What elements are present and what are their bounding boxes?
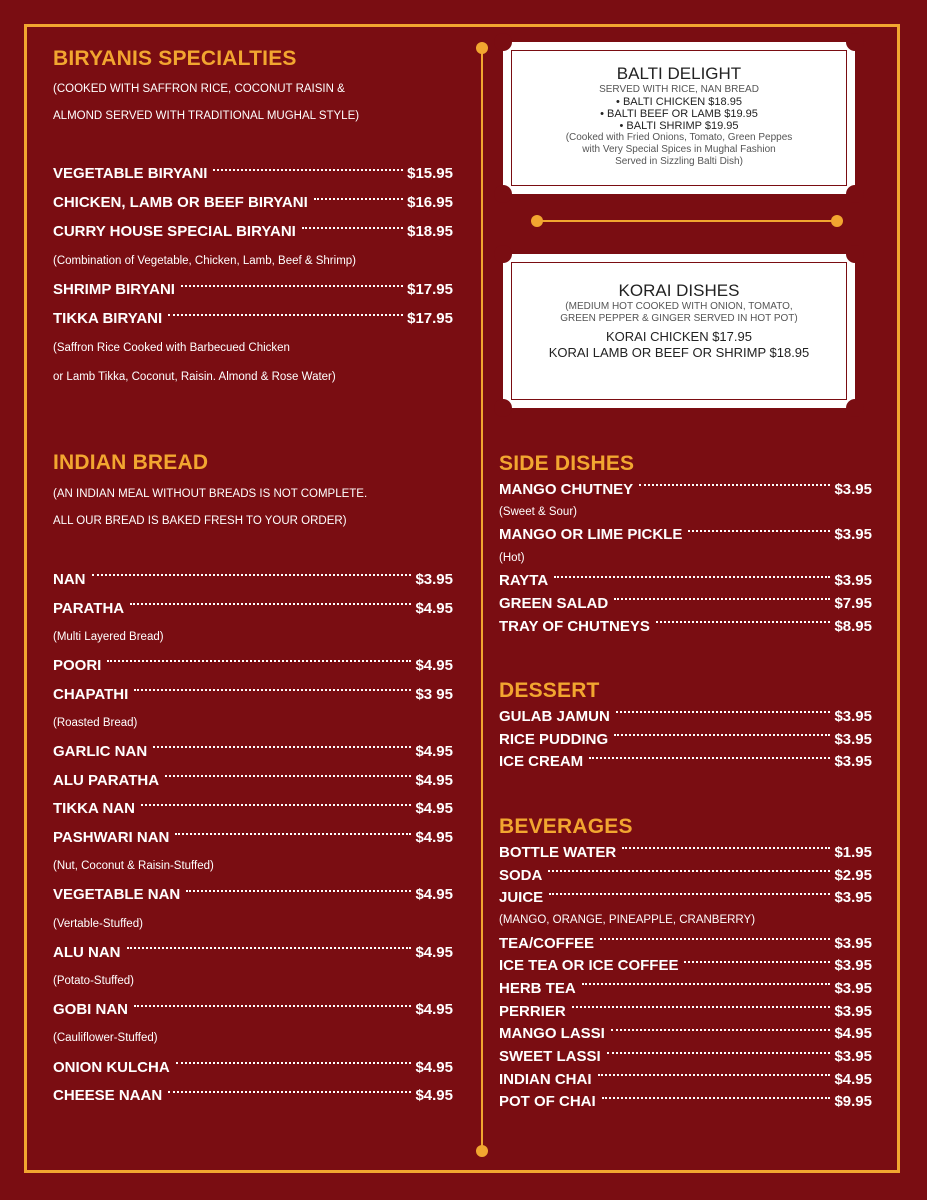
menu-item bbox=[53, 737, 453, 766]
item-price: $4.95 bbox=[415, 800, 453, 818]
menu-item bbox=[499, 864, 872, 887]
side-list bbox=[499, 478, 872, 638]
dot-leader bbox=[589, 757, 830, 759]
item-name: MANGO OR LIME PICKLE bbox=[499, 526, 683, 544]
menu-item bbox=[499, 478, 872, 501]
menu-item bbox=[53, 565, 453, 594]
item-price: $4.95 bbox=[415, 656, 453, 674]
item-price: $3.95 bbox=[834, 572, 872, 590]
menu-item bbox=[499, 524, 872, 547]
dot-leader bbox=[153, 746, 411, 748]
item-name: GOBI NAN bbox=[53, 1001, 128, 1019]
menu-item bbox=[53, 1081, 453, 1110]
dot-leader bbox=[572, 1006, 831, 1008]
menu-item bbox=[53, 680, 453, 709]
item-name: PERRIER bbox=[499, 1002, 566, 1020]
item-price: $3.95 bbox=[834, 707, 872, 725]
box-separator bbox=[540, 220, 836, 222]
item-price: $3.95 bbox=[834, 1002, 872, 1020]
item-name: MANGO LASSI bbox=[499, 1025, 605, 1043]
biryani-note-1: (COOKED WITH SAFFRON RICE, COCONUT RAISIN & bbox=[53, 83, 345, 95]
item-note: (Nut, Coconut & Raisin-Stuffed) bbox=[53, 860, 214, 873]
item-price: $4.95 bbox=[415, 886, 453, 904]
item-price: $7.95 bbox=[834, 594, 872, 612]
bread-note-2: ALL OUR BREAD IS BAKED FRESH TO YOUR ORDER) bbox=[53, 515, 347, 527]
item-name: CHICKEN, LAMB OR BEEF BIRYANI bbox=[53, 194, 308, 211]
item-name: ALU PARATHA bbox=[53, 771, 160, 789]
item-name: RAYTA bbox=[499, 572, 549, 590]
item-price: $3.95 bbox=[834, 753, 872, 771]
bread-list bbox=[53, 565, 453, 1110]
dot-leader bbox=[176, 1062, 412, 1064]
menu-item bbox=[499, 841, 872, 864]
item-name: CHEESE NAAN bbox=[53, 1087, 163, 1105]
dot-leader bbox=[134, 689, 411, 691]
menu-item bbox=[499, 1068, 872, 1091]
menu-item bbox=[499, 569, 872, 592]
balti-desc: (Cooked with Fried Onions, Tomato, Green Peppes bbox=[565, 132, 793, 143]
bread-title: INDIAN BREAD bbox=[53, 451, 209, 474]
menu-item bbox=[53, 881, 453, 910]
menu-item bbox=[499, 1091, 872, 1114]
dot-leader bbox=[582, 983, 831, 985]
menu-item bbox=[53, 795, 453, 824]
beverages-list bbox=[499, 841, 872, 1113]
balti-desc: with Very Special Spices in Mughal Fashion bbox=[582, 144, 776, 155]
bread-section bbox=[53, 451, 453, 1110]
menu-item bbox=[53, 275, 453, 304]
dot-leader bbox=[600, 938, 830, 940]
beverages-title: BEVERAGES bbox=[499, 815, 633, 838]
menu-item bbox=[53, 594, 453, 623]
korai-line: KORAI CHICKEN $17.95 bbox=[606, 329, 752, 344]
item-note: (Sweet & Sour) bbox=[499, 506, 577, 519]
separator-right-dot bbox=[831, 215, 843, 227]
menu-item bbox=[499, 751, 872, 774]
item-note: (Potato-Stuffed) bbox=[53, 974, 134, 987]
item-price: $4.95 bbox=[834, 1025, 872, 1043]
balti-title: BALTI DELIGHT bbox=[616, 64, 742, 83]
item-name: GREEN SALAD bbox=[499, 594, 609, 612]
item-name: VEGETABLE NAN bbox=[53, 886, 181, 904]
dot-leader bbox=[130, 603, 411, 605]
item-name: INDIAN CHAI bbox=[499, 1070, 592, 1088]
dot-leader bbox=[684, 961, 830, 963]
item-price: $9.95 bbox=[834, 1093, 872, 1111]
item-price: $4.95 bbox=[415, 742, 453, 760]
menu-item bbox=[53, 304, 453, 333]
item-price: $3.95 bbox=[834, 957, 872, 975]
item-note: (Roasted Bread) bbox=[53, 716, 138, 729]
menu-item bbox=[499, 592, 872, 615]
item-name: PARATHA bbox=[53, 599, 125, 617]
balti-box bbox=[503, 42, 855, 194]
dot-leader bbox=[639, 484, 830, 486]
menu-item bbox=[499, 1023, 872, 1046]
item-price: $17.95 bbox=[407, 281, 453, 298]
biryani-title: BIRYANIS SPECIALTIES bbox=[53, 47, 297, 70]
menu-item bbox=[499, 977, 872, 1000]
dot-leader bbox=[134, 1005, 411, 1007]
menu-item bbox=[53, 1053, 453, 1082]
item-name: NAN bbox=[53, 570, 86, 588]
menu-item bbox=[53, 217, 453, 246]
item-price: $17.95 bbox=[407, 310, 453, 327]
side-title: SIDE DISHES bbox=[499, 452, 635, 475]
item-price: $3.95 bbox=[834, 730, 872, 748]
side-section bbox=[499, 452, 872, 638]
menu-item bbox=[53, 766, 453, 795]
menu-item bbox=[53, 159, 453, 188]
dot-leader bbox=[181, 285, 403, 287]
menu-item bbox=[499, 1000, 872, 1023]
dot-leader bbox=[614, 734, 830, 736]
dot-leader bbox=[548, 870, 830, 872]
item-name: TIKKA BIRYANI bbox=[53, 310, 163, 327]
divider-top-dot bbox=[476, 42, 488, 54]
item-name: JUICE bbox=[499, 889, 544, 907]
item-name: ICE TEA OR ICE COFFEE bbox=[499, 957, 679, 975]
item-name: SWEET LASSI bbox=[499, 1048, 601, 1066]
balti-line: • BALTI SHRIMP $19.95 bbox=[619, 120, 739, 132]
menu-item bbox=[53, 938, 453, 967]
item-price: $3.95 bbox=[834, 526, 872, 544]
item-name: BOTTLE WATER bbox=[499, 843, 617, 861]
dot-leader bbox=[656, 621, 831, 623]
item-price: $3 95 bbox=[415, 685, 453, 703]
dot-leader bbox=[175, 833, 411, 835]
dot-leader bbox=[213, 169, 403, 171]
item-price: $3.95 bbox=[834, 979, 872, 997]
item-price: $4.95 bbox=[415, 1001, 453, 1019]
biryani-note-2: ALMOND SERVED WITH TRADITIONAL MUGHAL STYLE) bbox=[53, 110, 360, 122]
dessert-list bbox=[499, 705, 872, 773]
item-note: or Lamb Tikka, Coconut, Raisin. Almond & Rose Water) bbox=[53, 370, 336, 383]
item-note: (Vertable-Stuffed) bbox=[53, 917, 143, 930]
item-price: $18.95 bbox=[407, 223, 453, 240]
item-name: HERB TEA bbox=[499, 979, 576, 997]
item-price: $2.95 bbox=[834, 866, 872, 884]
item-name: SODA bbox=[499, 866, 543, 884]
item-price: $8.95 bbox=[834, 617, 872, 635]
item-price: $3.95 bbox=[834, 480, 872, 498]
item-name: GULAB JAMUN bbox=[499, 707, 610, 725]
beverages-section bbox=[499, 815, 872, 1113]
item-name: MANGO CHUTNEY bbox=[499, 480, 634, 498]
dot-leader bbox=[602, 1097, 831, 1099]
item-note: (MANGO, ORANGE, PINEAPPLE, CRANBERRY) bbox=[499, 914, 756, 927]
item-note: (Combination of Vegetable, Chicken, Lamb, Beef & Shrimp) bbox=[53, 254, 356, 267]
item-price: $3.95 bbox=[834, 1048, 872, 1066]
item-name: PASHWARI NAN bbox=[53, 829, 170, 847]
item-price: $4.95 bbox=[415, 1058, 453, 1076]
dot-leader bbox=[314, 198, 403, 200]
balti-line: • BALTI BEEF OR LAMB $19.95 bbox=[600, 108, 758, 120]
item-name: ICE CREAM bbox=[499, 753, 584, 771]
dessert-section bbox=[499, 679, 872, 773]
balti-subtitle: SERVED WITH RICE, NAN BREAD bbox=[599, 84, 759, 95]
item-name: SHRIMP BIRYANI bbox=[53, 281, 175, 298]
item-name: CURRY HOUSE SPECIAL BIRYANI bbox=[53, 223, 296, 240]
item-name: TRAY OF CHUTNEYS bbox=[499, 617, 650, 635]
menu-item bbox=[499, 705, 872, 728]
item-name: GARLIC NAN bbox=[53, 742, 148, 760]
item-price: $4.95 bbox=[834, 1070, 872, 1088]
dot-leader bbox=[107, 660, 411, 662]
item-note: (Multi Layered Bread) bbox=[53, 630, 164, 643]
item-name: ALU NAN bbox=[53, 943, 121, 961]
item-price: $3.95 bbox=[834, 934, 872, 952]
menu-item bbox=[499, 728, 872, 751]
dot-leader bbox=[302, 227, 403, 229]
dessert-title: DESSERT bbox=[499, 679, 600, 702]
menu-item bbox=[53, 651, 453, 680]
item-name: TEA/COFFEE bbox=[499, 934, 595, 952]
dot-leader bbox=[616, 711, 831, 713]
dot-leader bbox=[168, 314, 403, 316]
menu-item bbox=[499, 1045, 872, 1068]
item-note: (Hot) bbox=[499, 551, 525, 564]
bread-note-1: (AN INDIAN MEAL WITHOUT BREADS IS NOT COMPLETE. bbox=[53, 488, 368, 500]
item-price: $4.95 bbox=[415, 599, 453, 617]
dot-leader bbox=[186, 890, 411, 892]
item-name: CHAPATHI bbox=[53, 685, 129, 703]
item-name: ONION KULCHA bbox=[53, 1058, 170, 1076]
item-price: $1.95 bbox=[834, 843, 872, 861]
menu-item bbox=[499, 932, 872, 955]
menu-item bbox=[53, 188, 453, 217]
dot-leader bbox=[611, 1029, 831, 1031]
balti-desc: Served in Sizzling Balti Dish) bbox=[615, 156, 743, 167]
biryani-section bbox=[53, 47, 453, 391]
column-divider bbox=[481, 48, 483, 1152]
menu-item bbox=[499, 886, 872, 909]
dot-leader bbox=[92, 574, 412, 576]
menu-item bbox=[53, 995, 453, 1024]
korai-desc: GREEN PEPPER & GINGER SERVED IN HOT POT) bbox=[560, 313, 798, 324]
item-name: TIKKA NAN bbox=[53, 800, 135, 818]
dot-leader bbox=[127, 947, 412, 949]
item-price: $4.95 bbox=[415, 943, 453, 961]
item-price: $3.95 bbox=[415, 570, 453, 588]
dot-leader bbox=[165, 775, 411, 777]
item-name: RICE PUDDING bbox=[499, 730, 609, 748]
item-price: $4.95 bbox=[415, 771, 453, 789]
menu-item bbox=[499, 615, 872, 638]
divider-bottom-dot bbox=[476, 1145, 488, 1157]
item-price: $4.95 bbox=[415, 829, 453, 847]
korai-box bbox=[503, 254, 855, 408]
korai-line: KORAI LAMB OR BEEF OR SHRIMP $18.95 bbox=[548, 345, 810, 360]
dot-leader bbox=[168, 1091, 411, 1093]
item-name: VEGETABLE BIRYANI bbox=[53, 165, 208, 182]
separator-left-dot bbox=[531, 215, 543, 227]
dot-leader bbox=[598, 1074, 831, 1076]
korai-title: KORAI DISHES bbox=[618, 281, 740, 300]
menu-item bbox=[53, 823, 453, 852]
dot-leader bbox=[549, 893, 830, 895]
item-price: $15.95 bbox=[407, 165, 453, 182]
item-note: (Saffron Rice Cooked with Barbecued Chicken bbox=[53, 341, 290, 354]
item-price: $3.95 bbox=[834, 889, 872, 907]
dot-leader bbox=[622, 847, 830, 849]
dot-leader bbox=[614, 598, 830, 600]
korai-desc: (MEDIUM HOT COOKED WITH ONION, TOMATO, bbox=[565, 301, 793, 312]
balti-line: • BALTI CHICKEN $18.95 bbox=[616, 96, 742, 108]
item-note: (Cauliflower-Stuffed) bbox=[53, 1032, 158, 1045]
item-price: $16.95 bbox=[407, 194, 453, 211]
dot-leader bbox=[688, 530, 830, 532]
dot-leader bbox=[141, 804, 412, 806]
item-name: POORI bbox=[53, 656, 102, 674]
dot-leader bbox=[607, 1052, 831, 1054]
item-name: POT OF CHAI bbox=[499, 1093, 596, 1111]
menu-item bbox=[499, 954, 872, 977]
item-price: $4.95 bbox=[415, 1087, 453, 1105]
dot-leader bbox=[554, 576, 830, 578]
biryani-list bbox=[53, 159, 453, 391]
